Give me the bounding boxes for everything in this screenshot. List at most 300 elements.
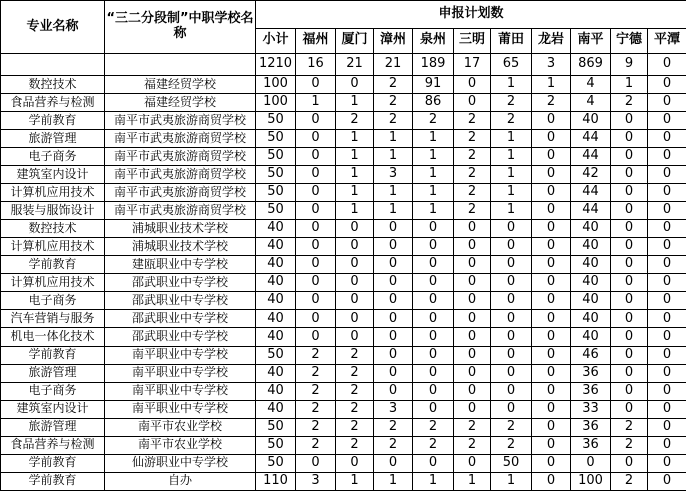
value-cell: 3 <box>374 400 413 418</box>
value-cell: 0 <box>413 238 454 256</box>
table-row <box>1 130 686 148</box>
value-cell: 36 <box>571 436 611 454</box>
value-cell: 2 <box>413 418 454 436</box>
table-row <box>1 436 686 454</box>
value-cell: 0 <box>413 292 454 310</box>
value-cell: 3 <box>374 166 413 184</box>
value-cell: 1210 <box>256 54 296 76</box>
value-cell: 0 <box>648 310 686 328</box>
value-cell: 0 <box>491 310 532 328</box>
col-header-city: 平潭 <box>648 28 686 53</box>
value-cell: 0 <box>532 328 571 346</box>
value-cell: 0 <box>532 184 571 202</box>
major-cell: 旅游管理 <box>1 364 105 382</box>
value-cell: 0 <box>532 148 571 166</box>
value-cell: 0 <box>336 292 374 310</box>
value-cell: 0 <box>648 202 686 220</box>
table-body <box>1 54 686 491</box>
value-cell: 2 <box>491 112 532 130</box>
value-cell: 36 <box>571 418 611 436</box>
value-cell: 0 <box>454 364 491 382</box>
value-cell: 40 <box>571 112 611 130</box>
value-cell: 4 <box>571 94 611 112</box>
value-cell: 0 <box>648 274 686 292</box>
school-cell: 浦城职业技术学校 <box>105 238 256 256</box>
major-cell: 食品营养与检测 <box>1 94 105 112</box>
value-cell: 50 <box>256 436 296 454</box>
school-cell: 福建经贸学校 <box>105 94 256 112</box>
value-cell: 2 <box>454 436 491 454</box>
value-cell: 16 <box>296 54 336 76</box>
table-row <box>1 76 686 94</box>
value-cell: 0 <box>413 274 454 292</box>
value-cell: 0 <box>454 274 491 292</box>
value-cell: 40 <box>571 220 611 238</box>
value-cell: 2 <box>296 346 336 364</box>
value-cell: 2 <box>296 400 336 418</box>
value-cell: 2 <box>454 202 491 220</box>
value-cell: 0 <box>532 418 571 436</box>
value-cell: 50 <box>256 130 296 148</box>
value-cell: 0 <box>611 256 648 274</box>
value-cell: 2 <box>374 94 413 112</box>
value-cell: 33 <box>571 400 611 418</box>
table-row <box>1 346 686 364</box>
value-cell: 44 <box>571 202 611 220</box>
value-cell: 0 <box>454 256 491 274</box>
value-cell: 0 <box>491 346 532 364</box>
value-cell: 0 <box>648 94 686 112</box>
value-cell: 0 <box>374 328 413 346</box>
value-cell: 86 <box>413 94 454 112</box>
value-cell: 0 <box>648 382 686 400</box>
value-cell: 1 <box>336 166 374 184</box>
value-cell: 50 <box>256 454 296 472</box>
value-cell: 0 <box>374 346 413 364</box>
school-cell: 自办 <box>105 472 256 490</box>
col-header-major: 专业名称 <box>1 1 105 54</box>
value-cell: 2 <box>296 436 336 454</box>
value-cell: 0 <box>611 202 648 220</box>
value-cell: 1 <box>374 148 413 166</box>
value-cell: 0 <box>532 112 571 130</box>
value-cell: 2 <box>336 382 374 400</box>
school-cell: 南平市武夷旅游商贸学校 <box>105 202 256 220</box>
col-header-city: 三明 <box>454 28 491 53</box>
value-cell: 0 <box>413 328 454 346</box>
value-cell: 0 <box>336 256 374 274</box>
school-cell: 邵武职业中专学校 <box>105 274 256 292</box>
value-cell: 0 <box>648 166 686 184</box>
total-row <box>1 54 686 76</box>
value-cell: 2 <box>491 94 532 112</box>
value-cell: 0 <box>296 292 336 310</box>
value-cell: 40 <box>256 310 296 328</box>
value-cell: 0 <box>648 472 686 490</box>
value-cell: 1 <box>413 130 454 148</box>
value-cell: 40 <box>256 400 296 418</box>
value-cell: 100 <box>256 76 296 94</box>
value-cell: 0 <box>296 328 336 346</box>
value-cell: 1 <box>491 184 532 202</box>
table-row <box>1 274 686 292</box>
value-cell: 0 <box>648 184 686 202</box>
value-cell: 0 <box>532 220 571 238</box>
value-cell: 42 <box>571 166 611 184</box>
value-cell: 2 <box>336 346 374 364</box>
value-cell: 0 <box>571 454 611 472</box>
value-cell: 0 <box>611 328 648 346</box>
value-cell: 1 <box>491 76 532 94</box>
value-cell: 91 <box>413 76 454 94</box>
value-cell: 36 <box>571 364 611 382</box>
value-cell: 40 <box>571 292 611 310</box>
value-cell: 40 <box>256 274 296 292</box>
value-cell: 1 <box>336 130 374 148</box>
table-row <box>1 364 686 382</box>
value-cell: 2 <box>336 364 374 382</box>
value-cell: 2 <box>413 112 454 130</box>
major-cell: 机电一体化技术 <box>1 328 105 346</box>
value-cell: 0 <box>532 346 571 364</box>
value-cell: 0 <box>648 346 686 364</box>
value-cell: 0 <box>532 202 571 220</box>
value-cell: 0 <box>336 310 374 328</box>
value-cell: 1 <box>413 202 454 220</box>
value-cell: 1 <box>374 130 413 148</box>
value-cell: 0 <box>454 346 491 364</box>
school-cell: 建瓯职业中专学校 <box>105 256 256 274</box>
value-cell: 2 <box>611 436 648 454</box>
value-cell: 0 <box>336 220 374 238</box>
value-cell: 0 <box>454 76 491 94</box>
value-cell: 17 <box>454 54 491 76</box>
major-cell: 旅游管理 <box>1 418 105 436</box>
school-cell: 南平市武夷旅游商贸学校 <box>105 184 256 202</box>
value-cell: 1 <box>491 148 532 166</box>
school-cell: 邵武职业中专学校 <box>105 310 256 328</box>
value-cell: 2 <box>374 112 413 130</box>
col-header-city: 泉州 <box>413 28 454 53</box>
value-cell: 40 <box>571 256 611 274</box>
value-cell: 0 <box>532 364 571 382</box>
value-cell: 0 <box>296 76 336 94</box>
value-cell: 0 <box>454 310 491 328</box>
value-cell: 0 <box>296 238 336 256</box>
value-cell: 0 <box>648 220 686 238</box>
value-cell: 2 <box>532 94 571 112</box>
value-cell: 0 <box>491 364 532 382</box>
value-cell: 3 <box>532 54 571 76</box>
value-cell: 1 <box>413 184 454 202</box>
value-cell: 1 <box>374 184 413 202</box>
value-cell: 0 <box>532 256 571 274</box>
value-cell: 0 <box>611 454 648 472</box>
school-cell: 南平市农业学校 <box>105 436 256 454</box>
value-cell: 36 <box>571 382 611 400</box>
value-cell: 65 <box>491 54 532 76</box>
value-cell: 0 <box>296 184 336 202</box>
value-cell: 0 <box>648 292 686 310</box>
value-cell: 0 <box>532 274 571 292</box>
value-cell: 1 <box>336 94 374 112</box>
value-cell: 40 <box>571 310 611 328</box>
value-cell: 50 <box>256 166 296 184</box>
value-cell: 0 <box>336 328 374 346</box>
col-header-school: “三二分段制”中职学校名称 <box>105 1 256 54</box>
value-cell: 40 <box>571 328 611 346</box>
value-cell: 0 <box>648 328 686 346</box>
table-header <box>1 1 686 54</box>
value-cell: 1 <box>491 472 532 490</box>
value-cell: 40 <box>256 364 296 382</box>
value-cell: 50 <box>256 112 296 130</box>
value-cell: 1 <box>532 76 571 94</box>
table-row <box>1 472 686 490</box>
value-cell: 0 <box>491 400 532 418</box>
header-row-top <box>1 1 686 29</box>
value-cell: 2 <box>374 76 413 94</box>
value-cell: 0 <box>454 292 491 310</box>
value-cell: 0 <box>611 364 648 382</box>
major-cell: 学前教育 <box>1 454 105 472</box>
value-cell: 0 <box>454 382 491 400</box>
major-cell: 服装与服饰设计 <box>1 202 105 220</box>
value-cell: 2 <box>454 148 491 166</box>
value-cell: 2 <box>611 472 648 490</box>
table-row <box>1 382 686 400</box>
school-cell: 南平职业中专学校 <box>105 400 256 418</box>
major-cell: 计算机应用技术 <box>1 238 105 256</box>
school-cell: 南平职业中专学校 <box>105 364 256 382</box>
value-cell: 0 <box>532 472 571 490</box>
value-cell: 50 <box>491 454 532 472</box>
value-cell: 1 <box>491 166 532 184</box>
col-header-city: 龙岩 <box>532 28 571 53</box>
value-cell: 1 <box>374 202 413 220</box>
col-header-city: 小计 <box>256 28 296 53</box>
school-cell: 仙游职业中专学校 <box>105 454 256 472</box>
value-cell: 2 <box>296 418 336 436</box>
major-cell: 电子商务 <box>1 148 105 166</box>
value-cell: 0 <box>611 382 648 400</box>
value-cell: 2 <box>374 418 413 436</box>
value-cell: 0 <box>374 256 413 274</box>
value-cell: 0 <box>374 310 413 328</box>
value-cell: 0 <box>336 238 374 256</box>
value-cell: 2 <box>296 382 336 400</box>
value-cell: 100 <box>571 472 611 490</box>
value-cell: 46 <box>571 346 611 364</box>
school-cell: 南平市武夷旅游商贸学校 <box>105 148 256 166</box>
value-cell: 0 <box>611 346 648 364</box>
value-cell: 3 <box>296 472 336 490</box>
value-cell: 1 <box>336 202 374 220</box>
major-cell: 旅游管理 <box>1 130 105 148</box>
value-cell: 0 <box>532 310 571 328</box>
value-cell: 0 <box>532 238 571 256</box>
major-cell: 计算机应用技术 <box>1 184 105 202</box>
value-cell: 1 <box>454 472 491 490</box>
value-cell: 2 <box>491 418 532 436</box>
value-cell: 1 <box>611 76 648 94</box>
value-cell: 110 <box>256 472 296 490</box>
value-cell: 0 <box>648 418 686 436</box>
value-cell: 1 <box>336 148 374 166</box>
value-cell: 1 <box>336 184 374 202</box>
value-cell: 0 <box>648 400 686 418</box>
value-cell: 0 <box>454 238 491 256</box>
value-cell: 50 <box>256 202 296 220</box>
value-cell: 40 <box>256 238 296 256</box>
value-cell: 2 <box>454 112 491 130</box>
value-cell: 0 <box>611 310 648 328</box>
value-cell: 44 <box>571 184 611 202</box>
value-cell: 2 <box>374 436 413 454</box>
value-cell: 0 <box>454 400 491 418</box>
value-cell: 0 <box>611 220 648 238</box>
value-cell: 100 <box>256 94 296 112</box>
value-cell: 50 <box>256 148 296 166</box>
value-cell: 0 <box>648 436 686 454</box>
value-cell: 0 <box>611 166 648 184</box>
value-cell: 2 <box>454 166 491 184</box>
value-cell: 4 <box>571 76 611 94</box>
value-cell: 0 <box>611 112 648 130</box>
value-cell: 21 <box>374 54 413 76</box>
value-cell: 0 <box>296 220 336 238</box>
value-cell: 21 <box>336 54 374 76</box>
major-cell: 学前教育 <box>1 346 105 364</box>
value-cell: 0 <box>491 238 532 256</box>
value-cell: 0 <box>296 130 336 148</box>
table-row <box>1 454 686 472</box>
table-row <box>1 148 686 166</box>
col-header-city: 宁德 <box>611 28 648 53</box>
school-cell: 南平市武夷旅游商贸学校 <box>105 130 256 148</box>
value-cell: 2 <box>611 418 648 436</box>
major-cell: 学前教育 <box>1 256 105 274</box>
value-cell: 2 <box>491 436 532 454</box>
major-cell: 电子商务 <box>1 292 105 310</box>
major-cell: 学前教育 <box>1 112 105 130</box>
value-cell: 0 <box>413 454 454 472</box>
col-header-city: 厦门 <box>336 28 374 53</box>
major-cell: 建筑室内设计 <box>1 400 105 418</box>
value-cell: 0 <box>491 292 532 310</box>
value-cell: 40 <box>571 274 611 292</box>
school-cell: 福建经贸学校 <box>105 76 256 94</box>
value-cell: 0 <box>532 292 571 310</box>
col-header-plan-group: 申报计划数 <box>256 1 686 29</box>
value-cell: 0 <box>336 274 374 292</box>
value-cell: 0 <box>648 238 686 256</box>
school-cell <box>105 54 256 76</box>
value-cell: 0 <box>374 238 413 256</box>
value-cell: 40 <box>256 256 296 274</box>
value-cell: 0 <box>454 220 491 238</box>
value-cell: 0 <box>374 364 413 382</box>
school-cell: 南平市农业学校 <box>105 418 256 436</box>
value-cell: 2 <box>336 400 374 418</box>
value-cell: 0 <box>648 454 686 472</box>
major-cell: 计算机应用技术 <box>1 274 105 292</box>
value-cell: 0 <box>532 400 571 418</box>
value-cell: 0 <box>532 130 571 148</box>
value-cell: 0 <box>374 382 413 400</box>
value-cell: 189 <box>413 54 454 76</box>
value-cell: 50 <box>256 346 296 364</box>
value-cell: 0 <box>532 436 571 454</box>
value-cell: 0 <box>648 54 686 76</box>
value-cell: 0 <box>611 184 648 202</box>
value-cell: 0 <box>336 76 374 94</box>
value-cell: 0 <box>374 220 413 238</box>
value-cell: 0 <box>336 454 374 472</box>
value-cell: 2 <box>336 418 374 436</box>
value-cell: 2 <box>454 418 491 436</box>
value-cell: 2 <box>296 364 336 382</box>
value-cell: 0 <box>611 274 648 292</box>
major-cell: 食品营养与检测 <box>1 436 105 454</box>
value-cell: 0 <box>296 274 336 292</box>
value-cell: 0 <box>413 364 454 382</box>
table-row <box>1 328 686 346</box>
table-row <box>1 418 686 436</box>
table-row <box>1 220 686 238</box>
table-row <box>1 202 686 220</box>
value-cell: 0 <box>413 400 454 418</box>
value-cell: 1 <box>413 148 454 166</box>
value-cell: 50 <box>256 184 296 202</box>
value-cell: 0 <box>611 292 648 310</box>
value-cell: 40 <box>256 292 296 310</box>
col-header-city: 南平 <box>571 28 611 53</box>
value-cell: 0 <box>611 400 648 418</box>
value-cell: 1 <box>491 202 532 220</box>
value-cell: 0 <box>296 310 336 328</box>
value-cell: 0 <box>648 256 686 274</box>
table-row <box>1 400 686 418</box>
value-cell: 0 <box>454 94 491 112</box>
value-cell: 869 <box>571 54 611 76</box>
value-cell: 0 <box>413 310 454 328</box>
value-cell: 0 <box>648 364 686 382</box>
table-row <box>1 166 686 184</box>
value-cell: 2 <box>336 112 374 130</box>
value-cell: 44 <box>571 130 611 148</box>
value-cell: 40 <box>256 328 296 346</box>
value-cell: 0 <box>454 328 491 346</box>
value-cell: 2 <box>611 94 648 112</box>
value-cell: 0 <box>648 130 686 148</box>
value-cell: 0 <box>413 256 454 274</box>
table-row <box>1 94 686 112</box>
value-cell: 1 <box>413 472 454 490</box>
value-cell: 0 <box>648 148 686 166</box>
value-cell: 1 <box>336 472 374 490</box>
value-cell: 44 <box>571 148 611 166</box>
value-cell: 0 <box>296 148 336 166</box>
value-cell: 2 <box>336 436 374 454</box>
value-cell: 1 <box>491 130 532 148</box>
school-cell: 南平市武夷旅游商贸学校 <box>105 112 256 130</box>
value-cell: 0 <box>413 382 454 400</box>
col-header-city: 福州 <box>296 28 336 53</box>
major-cell: 数控技术 <box>1 76 105 94</box>
value-cell: 0 <box>611 238 648 256</box>
value-cell: 0 <box>611 148 648 166</box>
